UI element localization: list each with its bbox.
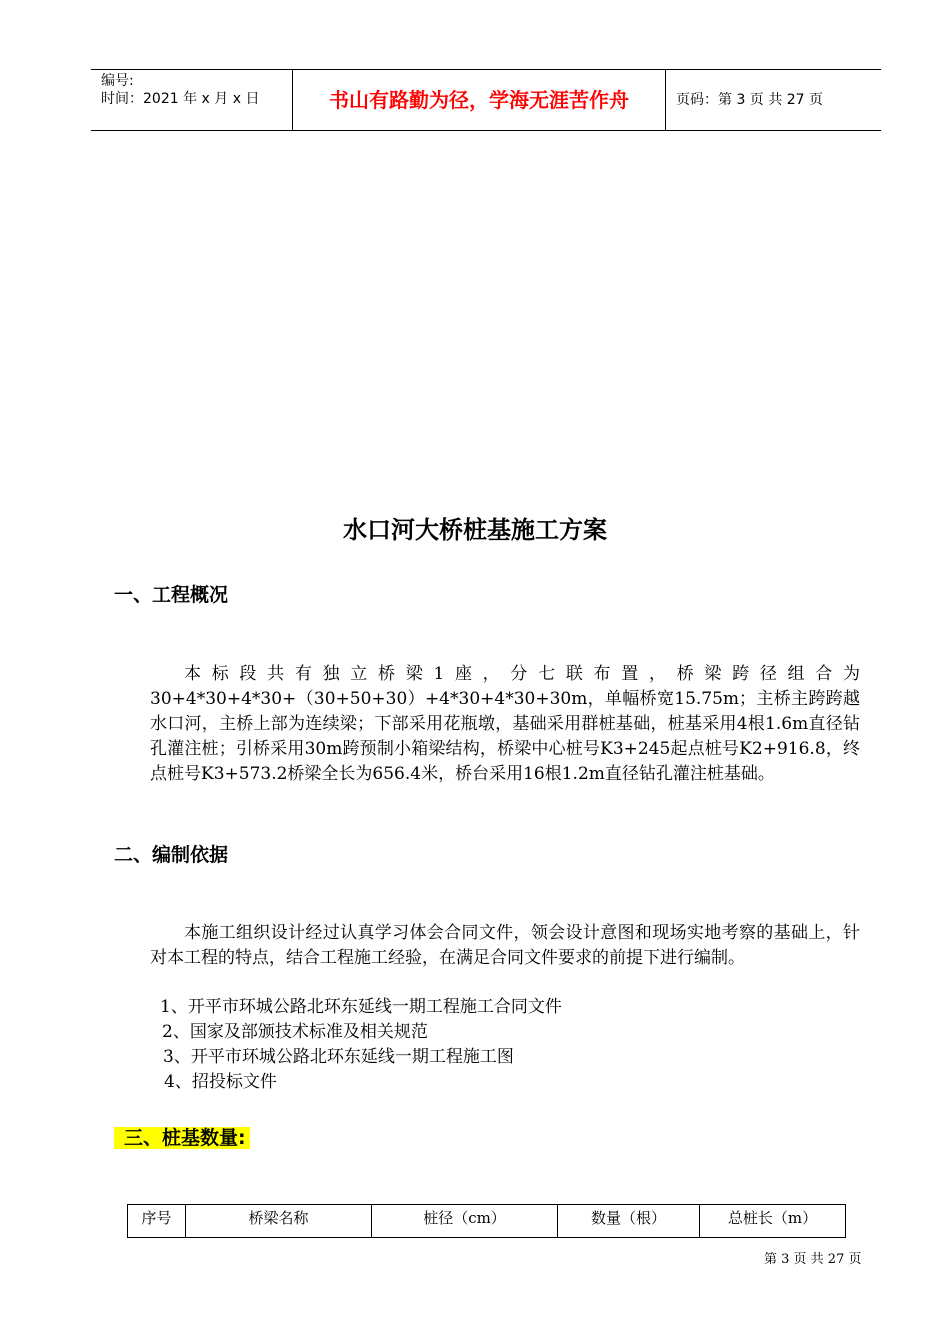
table-header-cell: 序号 bbox=[128, 1205, 186, 1237]
table-header-cell: 总桩长（m） bbox=[727, 1208, 818, 1227]
header-time: 时间：2021 年 x 月 x 日 bbox=[101, 91, 260, 107]
page-header bbox=[91, 69, 881, 131]
section-heading-basis: 二、编制依据 bbox=[114, 844, 229, 866]
table-header-cell: 数量（根） bbox=[558, 1205, 700, 1237]
highlighted-heading: 三、桩基数量: bbox=[114, 1127, 250, 1149]
header-motto: 书山有路勤为径，学海无涯苦作舟 bbox=[329, 88, 629, 112]
overview-paragraph bbox=[150, 662, 860, 787]
page-footer: 第 3 页 共 27 页 bbox=[764, 1252, 862, 1267]
list-item: 2、国家及部颁技术标准及相关规范 bbox=[162, 1022, 428, 1042]
section-heading-overview: 一、工程概况 bbox=[114, 584, 229, 606]
header-number: 编号: bbox=[101, 73, 134, 89]
pile-table-header-row bbox=[127, 1204, 846, 1238]
basis-text: 本施工组织设计经过认真学习体会合同文件，领会设计意图和现场实地考察的基础上，针对本工程的特点，结合工程施工经验，在满足合同文件要求的前提下进行编制。 bbox=[150, 923, 860, 968]
overview-text: 本标段共有独立桥梁1座，分七联布置，桥梁跨径组合为30+4*30+4*30+（30+50+30）+4*30+4*30+30m，单幅桥宽15.75m；主桥主跨跨越水口河，主桥上部为连续梁；下部采用花瓶墩，基础采用群桩基础，桩基采用4根1.6m直径钻孔灌注桩；引桥采用30m跨预制小箱梁结构，桥梁中心桩号K3+245起点桩号K2+916.8，终点桩号K3+573.2桥梁全长为656.4米，桥台采用16根1.2m直径钻孔灌注桩基础。 bbox=[150, 664, 860, 784]
list-item: 1、开平市环城公路北环东延线一期工程施工合同文件 bbox=[160, 997, 562, 1017]
list-item: 3、开平市环城公路北环东延线一期工程施工图 bbox=[163, 1047, 514, 1067]
basis-list bbox=[160, 995, 562, 1095]
table-header-cell: 桥梁名称 bbox=[186, 1205, 372, 1237]
header-divider bbox=[665, 70, 666, 130]
list-item: 4、招投标文件 bbox=[164, 1072, 277, 1092]
header-meta bbox=[101, 72, 259, 108]
section-heading-pile-quantity bbox=[114, 1123, 250, 1150]
table-header-cell: 桩径（cm） bbox=[372, 1205, 558, 1237]
document-title: 水口河大桥桩基施工方案 bbox=[343, 515, 607, 544]
header-page-number: 页码：第 3 页 共 27 页 bbox=[676, 92, 823, 108]
basis-paragraph bbox=[150, 921, 860, 971]
